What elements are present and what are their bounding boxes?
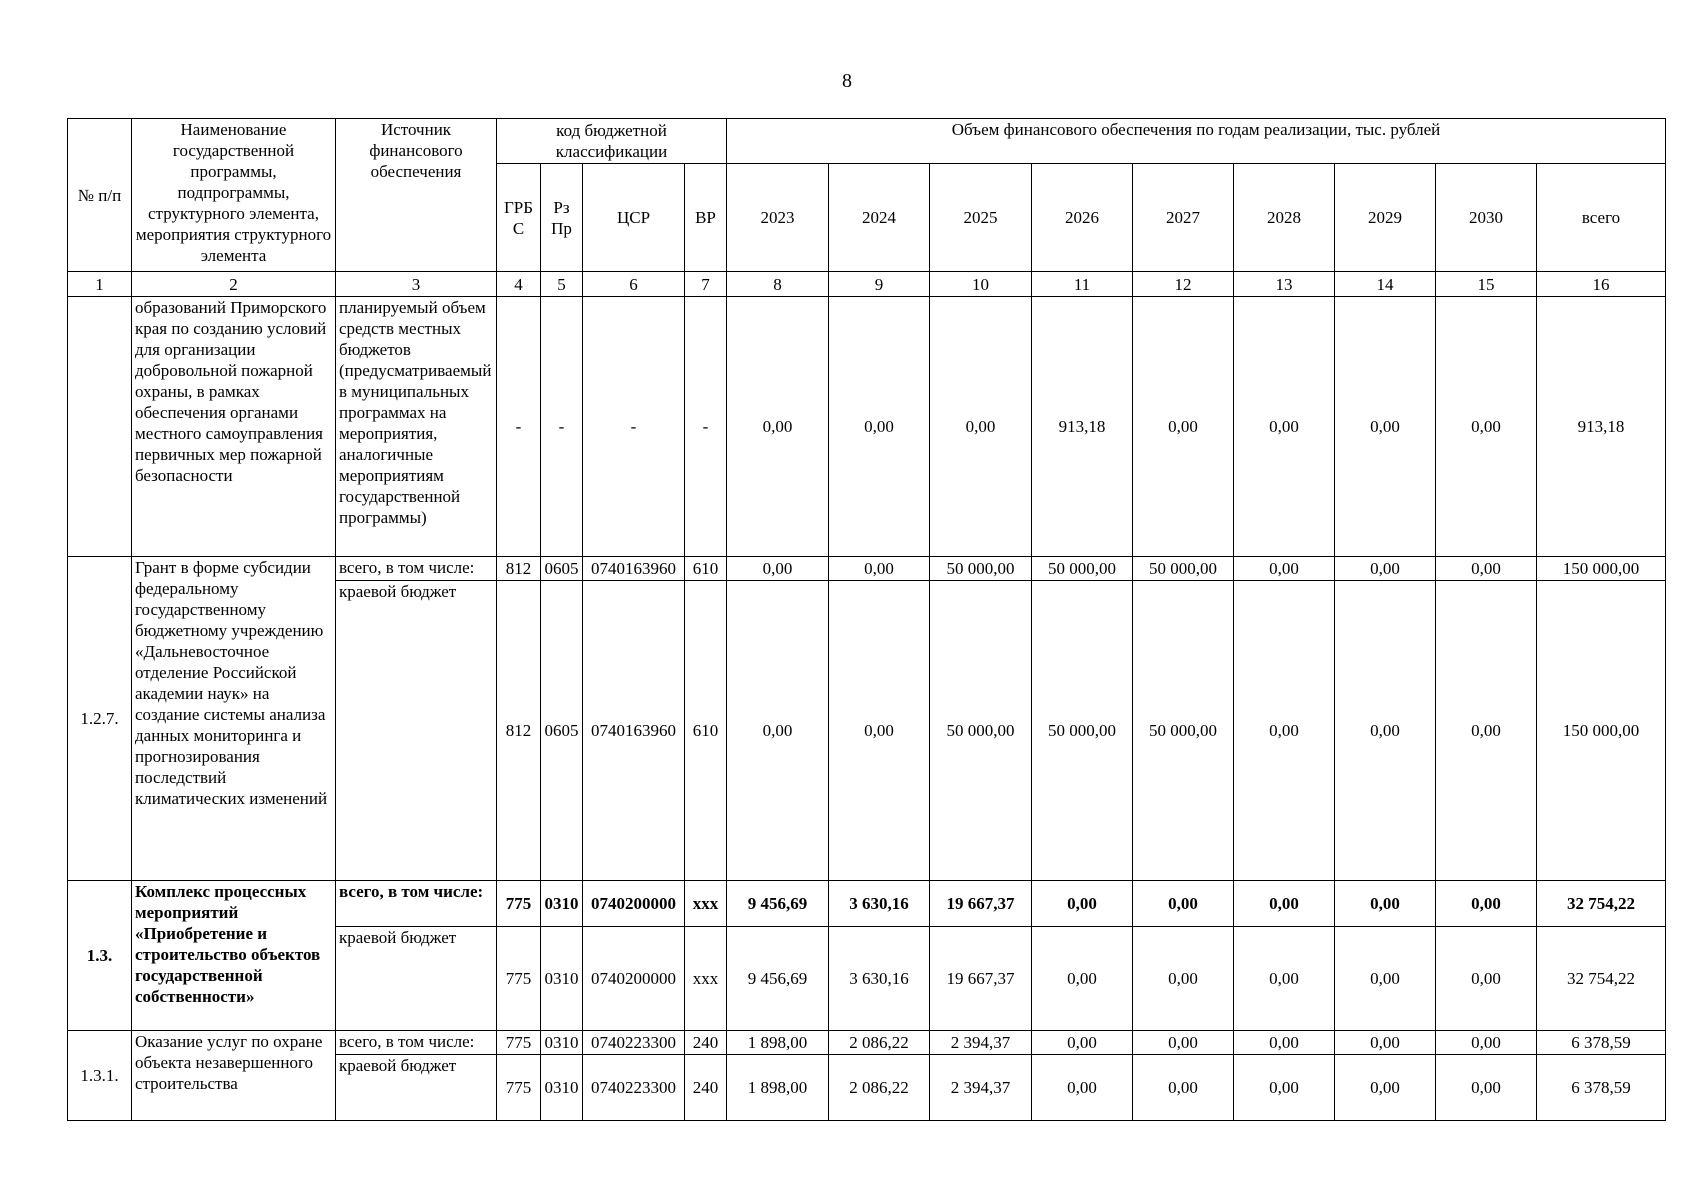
col-number: 13 xyxy=(1234,272,1335,297)
table-row xyxy=(68,1031,1666,1055)
value-2030: 0,00 xyxy=(1436,1055,1537,1121)
value-2023: 0,00 xyxy=(727,581,829,881)
value-2025: 2 394,37 xyxy=(930,1031,1032,1055)
table-row xyxy=(68,297,1666,557)
value-2026: 913,18 xyxy=(1032,297,1133,557)
col-number: 12 xyxy=(1133,272,1234,297)
table-row xyxy=(68,881,1666,927)
value-2024: 0,00 xyxy=(829,297,930,557)
code-grbs: 775 xyxy=(497,927,541,1031)
column-number-row xyxy=(68,272,1666,297)
budget-table xyxy=(67,118,1666,1121)
code-vr: 240 xyxy=(685,1055,727,1121)
value-2029: 0,00 xyxy=(1335,581,1436,881)
code-csr: - xyxy=(583,297,685,557)
value-2027: 0,00 xyxy=(1133,927,1234,1031)
value-total: 6 378,59 xyxy=(1537,1031,1666,1055)
value-2026: 0,00 xyxy=(1032,927,1133,1031)
header-rzpr: Рз Пр xyxy=(541,164,583,272)
value-2023: 0,00 xyxy=(727,557,829,581)
value-2026: 50 000,00 xyxy=(1032,557,1133,581)
funding-source: всего, в том числе: xyxy=(336,1031,497,1055)
code-csr: 0740200000 xyxy=(583,927,685,1031)
value-2025: 19 667,37 xyxy=(930,927,1032,1031)
header-csr: ЦСР xyxy=(583,164,685,272)
value-2029: 0,00 xyxy=(1335,557,1436,581)
col-number: 15 xyxy=(1436,272,1537,297)
code-rzpr: 0605 xyxy=(541,581,583,881)
code-vr: 610 xyxy=(685,557,727,581)
value-total: 913,18 xyxy=(1537,297,1666,557)
funding-source: краевой бюджет xyxy=(336,1055,497,1121)
value-2028: 0,00 xyxy=(1234,1055,1335,1121)
col-number: 7 xyxy=(685,272,727,297)
col-number: 11 xyxy=(1032,272,1133,297)
row-number-cell xyxy=(68,297,132,557)
value-2027: 0,00 xyxy=(1133,1055,1234,1121)
value-total: 32 754,22 xyxy=(1537,927,1666,1031)
value-2027: 0,00 xyxy=(1133,881,1234,927)
value-2029: 0,00 xyxy=(1335,1031,1436,1055)
value-2028: 0,00 xyxy=(1234,881,1335,927)
value-2029: 0,00 xyxy=(1335,1055,1436,1121)
code-csr: 0740200000 xyxy=(583,881,685,927)
header-total: всего xyxy=(1537,164,1666,272)
row-number: 1.2.7. xyxy=(68,557,132,881)
value-2030: 0,00 xyxy=(1436,927,1537,1031)
value-total: 32 754,22 xyxy=(1537,881,1666,927)
col-number: 3 xyxy=(336,272,497,297)
value-2030: 0,00 xyxy=(1436,881,1537,927)
value-2023: 1 898,00 xyxy=(727,1055,829,1121)
header-vr: ВР xyxy=(685,164,727,272)
value-2023: 0,00 xyxy=(727,297,829,557)
value-2024: 3 630,16 xyxy=(829,927,930,1031)
header-volume: Объем финансового обеспечения по годам реализации, тыс. рублей xyxy=(727,119,1666,164)
code-grbs: 812 xyxy=(497,557,541,581)
code-rzpr: 0605 xyxy=(541,557,583,581)
value-total: 6 378,59 xyxy=(1537,1055,1666,1121)
value-2030: 0,00 xyxy=(1436,557,1537,581)
col-number: 9 xyxy=(829,272,930,297)
code-rzpr: 0310 xyxy=(541,1031,583,1055)
row-number: 1.3. xyxy=(68,881,132,1031)
code-rzpr: 0310 xyxy=(541,1055,583,1121)
header-kbk: код бюджетной классификации xyxy=(497,119,727,164)
value-2026: 0,00 xyxy=(1032,1055,1133,1121)
value-2029: 0,00 xyxy=(1335,927,1436,1031)
header-year: 2024 xyxy=(829,164,930,272)
code-csr: 0740223300 xyxy=(583,1055,685,1121)
code-rzpr: - xyxy=(541,297,583,557)
header-year: 2026 xyxy=(1032,164,1133,272)
value-2030: 0,00 xyxy=(1436,581,1537,881)
col-number: 2 xyxy=(132,272,336,297)
code-rzpr: 0310 xyxy=(541,881,583,927)
code-rzpr: 0310 xyxy=(541,927,583,1031)
code-vr: 240 xyxy=(685,1031,727,1055)
funding-source: краевой бюджет xyxy=(336,927,497,1031)
value-2025: 50 000,00 xyxy=(930,557,1032,581)
header-year: 2030 xyxy=(1436,164,1537,272)
value-2023: 9 456,69 xyxy=(727,927,829,1031)
header-year: 2023 xyxy=(727,164,829,272)
value-2029: 0,00 xyxy=(1335,881,1436,927)
value-2024: 0,00 xyxy=(829,581,930,881)
row-number: 1.3.1. xyxy=(68,1031,132,1121)
value-2027: 0,00 xyxy=(1133,297,1234,557)
value-2025: 2 394,37 xyxy=(930,1055,1032,1121)
header-name: Наименование государственной программы, подпрограммы, структурного элемента, мероприятия структурного элемента xyxy=(132,119,336,272)
header-year: 2029 xyxy=(1335,164,1436,272)
item-name: Оказание услуг по охране объекта незавершенного строительства xyxy=(132,1031,336,1121)
value-2028: 0,00 xyxy=(1234,581,1335,881)
value-2024: 3 630,16 xyxy=(829,881,930,927)
header-year: 2027 xyxy=(1133,164,1234,272)
value-2025: 19 667,37 xyxy=(930,881,1032,927)
value-total: 150 000,00 xyxy=(1537,557,1666,581)
code-vr: xxx xyxy=(685,881,727,927)
header-year: 2028 xyxy=(1234,164,1335,272)
item-name: Комплекс процессных мероприятий «Приобретение и строительство объектов государственной собственности» xyxy=(132,881,336,1031)
value-2025: 0,00 xyxy=(930,297,1032,557)
code-grbs: 775 xyxy=(497,1055,541,1121)
col-number: 1 xyxy=(68,272,132,297)
value-2026: 0,00 xyxy=(1032,1031,1133,1055)
value-2024: 0,00 xyxy=(829,557,930,581)
value-2027: 50 000,00 xyxy=(1133,581,1234,881)
value-2030: 0,00 xyxy=(1436,1031,1537,1055)
value-2029: 0,00 xyxy=(1335,297,1436,557)
col-number: 14 xyxy=(1335,272,1436,297)
value-2028: 0,00 xyxy=(1234,927,1335,1031)
value-2027: 50 000,00 xyxy=(1133,557,1234,581)
col-number: 6 xyxy=(583,272,685,297)
col-number: 4 xyxy=(497,272,541,297)
page-number: 8 xyxy=(842,70,852,92)
funding-source: краевой бюджет xyxy=(336,581,497,881)
col-number: 5 xyxy=(541,272,583,297)
funding-source: планируемый объем средств местных бюджетов (предусматриваемый в муниципальных программах на мероприятия, аналогичные мероприятиям государственной программы) xyxy=(336,297,497,557)
code-grbs: 812 xyxy=(497,581,541,881)
col-number: 10 xyxy=(930,272,1032,297)
value-2026: 0,00 xyxy=(1032,881,1133,927)
funding-source: всего, в том числе: xyxy=(336,557,497,581)
value-2023: 9 456,69 xyxy=(727,881,829,927)
code-csr: 0740223300 xyxy=(583,1031,685,1055)
value-2026: 50 000,00 xyxy=(1032,581,1133,881)
value-2023: 1 898,00 xyxy=(727,1031,829,1055)
value-2028: 0,00 xyxy=(1234,557,1335,581)
value-2027: 0,00 xyxy=(1133,1031,1234,1055)
code-csr: 0740163960 xyxy=(583,581,685,881)
value-total: 150 000,00 xyxy=(1537,581,1666,881)
header-grbs: ГРБ С xyxy=(497,164,541,272)
code-vr: - xyxy=(685,297,727,557)
value-2025: 50 000,00 xyxy=(930,581,1032,881)
col-number: 8 xyxy=(727,272,829,297)
code-vr: xxx xyxy=(685,927,727,1031)
code-vr: 610 xyxy=(685,581,727,881)
code-grbs: 775 xyxy=(497,881,541,927)
col-number: 16 xyxy=(1537,272,1666,297)
code-grbs: 775 xyxy=(497,1031,541,1055)
funding-source: всего, в том числе: xyxy=(336,881,497,927)
value-2024: 2 086,22 xyxy=(829,1031,930,1055)
item-name: Грант в форме субсидии федеральному государственному бюджетному учреждению «Дальневосточное отделение Российской академии наук» на создание системы анализа данных мониторинга и прогнозирования последствий климатических изменений xyxy=(132,557,336,881)
value-2028: 0,00 xyxy=(1234,297,1335,557)
value-2030: 0,00 xyxy=(1436,297,1537,557)
code-csr: 0740163960 xyxy=(583,557,685,581)
item-name: образований Приморского края по созданию условий для организации добровольной пожарной охраны, в рамках обеспечения органами местного самоуправления первичных мер пожарной безопасности xyxy=(132,297,336,557)
value-2028: 0,00 xyxy=(1234,1031,1335,1055)
header-source: Источник финансового обеспечения xyxy=(336,119,497,272)
header-year: 2025 xyxy=(930,164,1032,272)
table-row xyxy=(68,557,1666,581)
header-row-1 xyxy=(68,119,1666,164)
code-grbs: - xyxy=(497,297,541,557)
header-num: № п/п xyxy=(68,119,132,272)
value-2024: 2 086,22 xyxy=(829,1055,930,1121)
